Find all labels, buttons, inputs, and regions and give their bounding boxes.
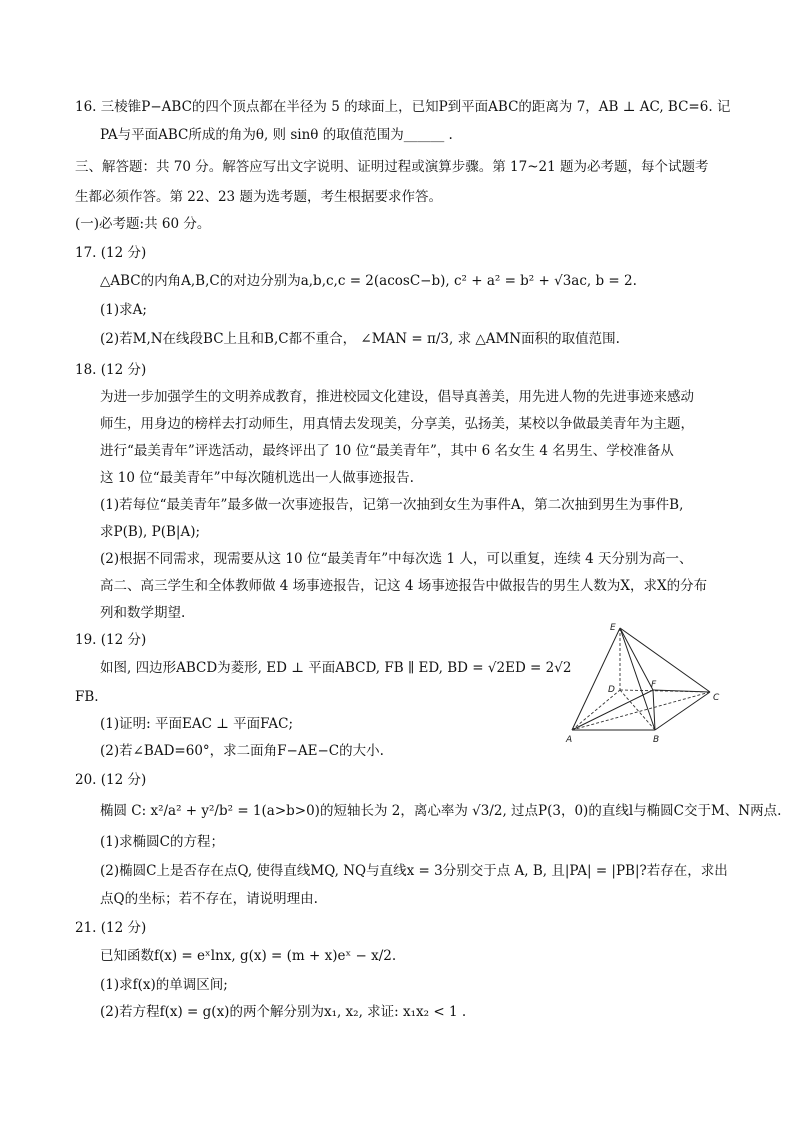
label-c: C bbox=[713, 693, 720, 703]
q17-stem: △ABC的内角A,B,C的对边分别为a,b,c,c = 2(acosC−b), c² + a² = b² + √3ac, b = 2. bbox=[100, 273, 637, 289]
label-f: F bbox=[651, 680, 657, 690]
edge-ef bbox=[620, 628, 653, 690]
edge-eb bbox=[620, 628, 655, 730]
q19-part2: (2)若∠BAD=60°，求二面角F−AE−C的大小. bbox=[100, 743, 384, 759]
q18-part1-line2: 求P(B), P(B|A); bbox=[100, 524, 201, 540]
q20-part1: (1)求椭圆C的方程； bbox=[100, 834, 224, 850]
q16-line1: 16. 三棱锥P−ABC的四个顶点都在半径为 5 的球面上，已知P到平面ABC的距离为 7，AB ⊥ AC, BC=6. 记 bbox=[75, 99, 731, 115]
q21-heading: 21. (12 分) bbox=[75, 920, 147, 936]
q20-part2-line2: 点Q的坐标；若不存在，请说明理由. bbox=[100, 891, 318, 907]
q17-part2: (2)若M,N在线段BC上且和B,C都不重合， ∠MAN = π/3, 求 △AMN面积的取值范围. bbox=[100, 331, 620, 347]
edge-ea bbox=[572, 628, 620, 730]
section-heading: 三、解答题：共 70 分。解答应写出文字说明、证明过程或演算步骤。第 17~21 题为必考题，每个试题考 bbox=[75, 159, 709, 175]
q20-heading: 20. (12 分) bbox=[75, 772, 147, 788]
q18-part2-line2: 高二、高三学生和全体教师做 4 场事迹报告，记这 4 场事迹报告中做报告的男生人数为X，求X的分布 bbox=[100, 578, 708, 594]
q18-stem-line3: 进行“最美青年”评选活动，最终评出了 10 位“最美青年”，其中 6 名女生 4 名男生、学校准备从 bbox=[100, 443, 674, 459]
q18-stem-line1: 为进一步加强学生的文明养成教育，推进校园文化建设，倡导真善美，用先进人物的先进事迹来感动 bbox=[100, 389, 694, 405]
q19-part1: (1)证明: 平面EAC ⊥ 平面FAC; bbox=[100, 716, 293, 732]
label-e: E bbox=[610, 623, 616, 633]
section-heading-cont: 生都必须作答。第 22、23 题为选考题，考生根据要求作答。 bbox=[75, 189, 442, 205]
q18-part2-line1: (2)根据不同需求，现需要从这 10 位“最美青年”中每次选 1 人，可以重复，连续 4 天分别为高一、 bbox=[100, 551, 693, 567]
edge-bc bbox=[655, 692, 710, 730]
q17-part1: (1)求A; bbox=[100, 302, 147, 318]
q18-heading: 18. (12 分) bbox=[75, 362, 147, 378]
label-d: D bbox=[608, 685, 615, 695]
q18-part2-line3: 列和数学期望. bbox=[100, 605, 186, 621]
edge-db-hidden bbox=[620, 690, 655, 730]
q21-part2: (2)若方程f(x) = g(x)的两个解分别为x₁, x₂, 求证: x₁x₂ < 1 . bbox=[100, 1004, 467, 1020]
edge-ac-hidden bbox=[572, 692, 710, 730]
q19-stem-line2: FB. bbox=[75, 689, 99, 705]
q19-stem-line1: 如图, 四边形ABCD为菱形, ED ⊥ 平面ABCD, FB ∥ ED, BD = √2ED = 2√2 bbox=[100, 660, 572, 676]
q18-stem-line2: 师生，用身边的榜样去打动师生，用真情去发现美，分享美，弘扬美，某校以争做最美青年为主题， bbox=[100, 416, 694, 432]
q20-stem: 椭圆 C: x²/a² + y²/b² = 1(a>b>0)的短轴长为 2，离心率为 √3/2, 过点P(3，0)的直线l与椭圆C交于M、N两点. bbox=[100, 803, 782, 819]
q16-line2: PA与平面ABC所成的角为θ, 则 sinθ 的取值范围为______ . bbox=[100, 127, 453, 143]
q21-part1: (1)求f(x)的单调区间; bbox=[100, 977, 228, 993]
edge-ec bbox=[620, 628, 710, 692]
q18-part1-line1: (1)若每位“最美青年”最多做一次事迹报告，记第一次抽到女生为事件A，第二次抽到男生为事件B, bbox=[100, 497, 684, 513]
q21-stem: 已知函数f(x) = eˣlnx, g(x) = (m + x)eˣ − x/2. bbox=[100, 948, 397, 964]
q18-stem-line4: 这 10 位“最美青年”中每次随机选出一人做事迹报告. bbox=[100, 470, 414, 486]
label-a: A bbox=[566, 735, 573, 745]
section-subheading: (一)必考题:共 60 分。 bbox=[75, 216, 211, 232]
q19-heading: 19. (12 分) bbox=[75, 632, 147, 648]
q20-part2-line1: (2)椭圆C上是否存在点Q, 使得直线MQ, NQ与直线x = 3分别交于点 A, B, 且|PA| = |PB|?若存在，求出 bbox=[100, 863, 728, 879]
q19-solid-figure bbox=[560, 620, 745, 745]
label-b: B bbox=[653, 735, 660, 745]
q17-heading: 17. (12 分) bbox=[75, 245, 147, 261]
